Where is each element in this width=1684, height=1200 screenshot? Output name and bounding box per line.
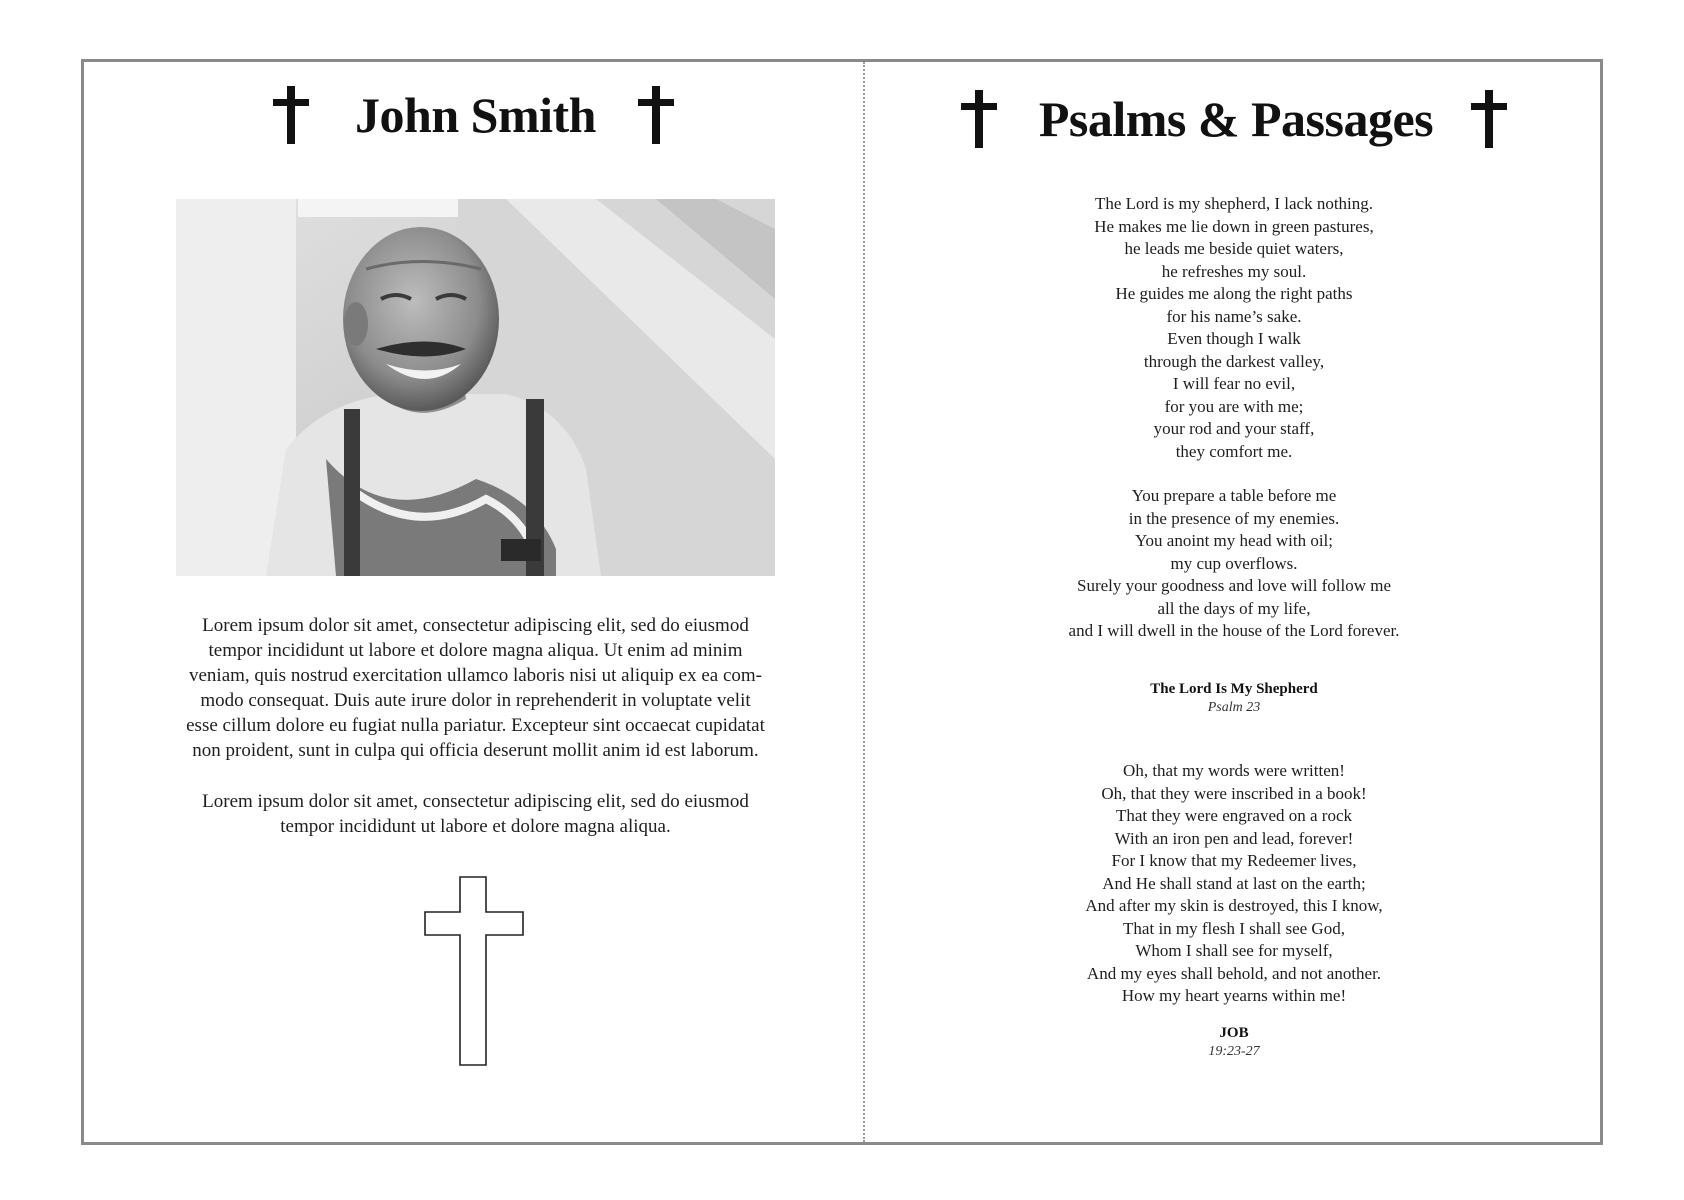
cross-icon — [636, 86, 676, 144]
verse-line: my cup overflows. — [1170, 553, 1298, 573]
right-title-row — [865, 90, 1603, 148]
cross-icon — [959, 90, 999, 148]
verse-line: And after my skin is destroyed, this I know, — [1085, 896, 1383, 915]
body-line: modo consequat. Duis aute irure dolor in reprehenderit in voluptate velit — [200, 690, 751, 711]
body-line: veniam, quis nostrud exercitation ullamco laboris nisi ut aliquip ex ea com- — [188, 665, 763, 686]
verse-line: You anoint my head with oil; — [1134, 531, 1334, 550]
job-text — [865, 760, 1603, 1008]
verse-line: in the presence of my enemies. — [1128, 508, 1340, 528]
left-panel — [84, 62, 863, 1142]
citation-title: The Lord Is My Shepherd — [1150, 681, 1318, 697]
verse-line: That in my flesh I shall see God, — [1123, 918, 1345, 938]
page-title: John Smith — [355, 87, 596, 143]
verse-line: and I will dwell in the house of the Lord forever. — [1068, 621, 1400, 640]
verse-line: for you are with me; — [1164, 396, 1304, 416]
verse-line: for his name’s sake. — [1166, 306, 1302, 326]
verse-line: With an iron pen and lead, forever! — [1114, 828, 1354, 848]
verse-line: Oh, that my words were written! — [1123, 761, 1345, 780]
verse-line: Whom I shall see for myself, — [1135, 941, 1333, 960]
verse-line: he refreshes my soul. — [1161, 261, 1307, 281]
outline-cross-icon — [424, 876, 524, 1071]
program-sheet — [81, 59, 1603, 1145]
verse-line: through the darkest valley, — [1143, 351, 1325, 371]
verse-line: Oh, that they were inscribed in a book! — [1101, 783, 1367, 803]
verse-line: How my heart yearns within me! — [1121, 986, 1347, 1005]
psalm-text — [865, 193, 1603, 643]
verse-line: Even though I walk — [1167, 329, 1301, 348]
portrait-photo — [176, 199, 775, 576]
body-line: tempor incididunt ut labore et dolore magna aliqua. — [280, 816, 671, 837]
verse-line: For I know that my Redeemer lives, — [1111, 851, 1357, 870]
job-citation — [865, 1023, 1603, 1061]
body-line: esse cillum dolore eu fugiat nulla pariatur. Excepteur sint occaecat cupidatat — [186, 715, 765, 736]
left-title-row — [84, 86, 863, 144]
verse-line: That they were engraved on a rock — [1116, 806, 1352, 825]
verse-line: He guides me along the right paths — [1115, 284, 1353, 303]
right-panel — [865, 62, 1603, 1142]
verse-line: The Lord is my shepherd, I lack nothing. — [1094, 194, 1374, 213]
citation-title: JOB — [1219, 1025, 1249, 1041]
body-paragraph — [172, 613, 779, 763]
verse-line: he leads me beside quiet waters, — [1124, 239, 1344, 258]
citation-reference: 19:23-27 — [1208, 1044, 1260, 1059]
verse-line: He makes me lie down in green pastures, — [1094, 216, 1374, 236]
body-line: Lorem ipsum dolor sit amet, consectetur adipiscing elit, sed do eiusmod — [202, 791, 749, 812]
body-line: tempor incididunt ut labore et dolore magna aliqua. Ut enim ad minim — [208, 640, 743, 661]
verse-line: And my eyes shall behold, and not another. — [1086, 963, 1382, 983]
verse-line: Surely your goodness and love will follow me — [1077, 576, 1391, 595]
verse-line: your rod and your staff, — [1153, 419, 1315, 438]
body-line: non proident, sunt in culpa qui officia deserunt mollit anim id est laborum. — [192, 740, 759, 761]
verse-line: I will fear no evil, — [1172, 374, 1296, 393]
verse-line: You prepare a table before me — [1131, 486, 1337, 505]
psalm-citation — [865, 679, 1603, 717]
cross-icon — [271, 86, 311, 144]
verse-line: all the days of my life, — [1157, 598, 1311, 618]
verse-line: they comfort me. — [1175, 441, 1293, 461]
section-title: Psalms & Passages — [1038, 91, 1434, 147]
body-line: Lorem ipsum dolor sit amet, consectetur adipiscing elit, sed do eiusmod — [202, 615, 749, 636]
verse-line: And He shall stand at last on the earth; — [1102, 873, 1366, 893]
stanza-gap — [865, 463, 1603, 485]
citation-reference: Psalm 23 — [1207, 700, 1261, 715]
body-paragraph — [172, 789, 779, 839]
cross-icon — [1469, 90, 1509, 148]
